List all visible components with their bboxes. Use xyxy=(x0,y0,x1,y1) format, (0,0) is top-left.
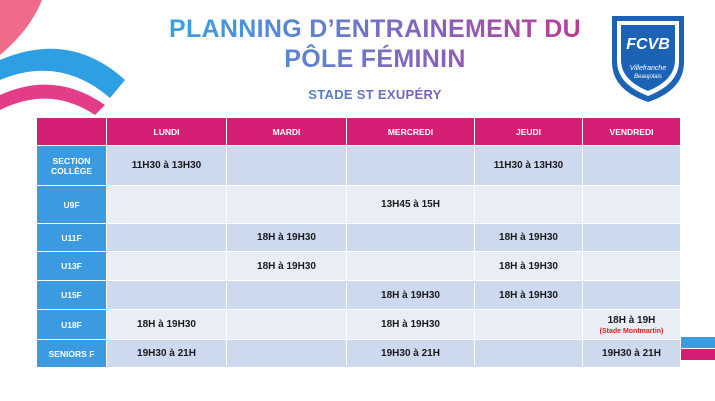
schedule-cell xyxy=(583,252,681,281)
schedule-cell xyxy=(583,186,681,224)
schedule-cell: 18H à 19H30 xyxy=(475,224,583,252)
row-label-line: SECTION xyxy=(52,155,91,166)
title-line-1: PLANNING D’ENTRAINEMENT DU xyxy=(169,15,581,43)
schedule-cell xyxy=(347,224,475,252)
decorative-stripe-right xyxy=(680,337,715,362)
row-label xyxy=(37,146,107,186)
schedule-cell xyxy=(107,186,227,224)
schedule-cell xyxy=(107,252,227,281)
logo-town-line-1: Villefranche xyxy=(629,65,667,72)
schedule-cell xyxy=(475,340,583,368)
table-row xyxy=(37,281,681,310)
schedule-cell xyxy=(227,340,347,368)
row-label: U9F xyxy=(37,186,107,224)
row-label: U18F xyxy=(37,310,107,340)
schedule-cell xyxy=(583,310,681,340)
schedule-cell xyxy=(583,146,681,186)
schedule-cell: 18H à 19H30 xyxy=(227,224,347,252)
stadium-subtitle: STADE ST EXUPÉRY xyxy=(250,87,500,102)
row-label: U15F xyxy=(37,281,107,310)
page-title xyxy=(150,14,600,74)
schedule-cell: 18H à 19H30 xyxy=(107,310,227,340)
decorative-swoosh-left xyxy=(0,0,160,130)
schedule-cell: 18H à 19H30 xyxy=(347,310,475,340)
table-row xyxy=(37,146,681,186)
fcvb-logo xyxy=(608,12,688,104)
table-row xyxy=(37,186,681,224)
schedule-cell xyxy=(227,146,347,186)
schedule-cell xyxy=(475,186,583,224)
schedule-cell: 18H à 19H30 xyxy=(227,252,347,281)
schedule-cell xyxy=(107,224,227,252)
schedule-cell xyxy=(227,281,347,310)
schedule-cell: 19H30 à 21H xyxy=(107,340,227,368)
schedule-cell xyxy=(347,146,475,186)
table-row xyxy=(37,224,681,252)
schedule-cell: 18H à 19H30 xyxy=(475,281,583,310)
schedule-cell xyxy=(227,310,347,340)
schedule-cell: 18H à 19H30 xyxy=(347,281,475,310)
training-schedule-table xyxy=(36,117,681,368)
schedule-cell xyxy=(347,252,475,281)
title-line-2: PÔLE FÉMININ xyxy=(284,45,466,73)
schedule-cell xyxy=(107,281,227,310)
corner-cell xyxy=(37,118,107,146)
schedule-cell-time: 18H à 19H xyxy=(607,314,656,326)
logo-town-line-2: Beaujolais xyxy=(634,74,662,80)
row-label: U11F xyxy=(37,224,107,252)
table-row xyxy=(37,340,681,368)
schedule-cell: 13H45 à 15H xyxy=(347,186,475,224)
day-header: VENDREDI xyxy=(583,118,681,146)
schedule-cell xyxy=(583,224,681,252)
row-label: U13F xyxy=(37,252,107,281)
table-row xyxy=(37,310,681,340)
schedule-cell: 19H30 à 21H xyxy=(347,340,475,368)
schedule-cell: 11H30 à 13H30 xyxy=(475,146,583,186)
day-header: JEUDI xyxy=(475,118,583,146)
location-note: (Stade Montmartin) xyxy=(599,327,664,335)
schedule-cell: 18H à 19H30 xyxy=(475,252,583,281)
schedule-cell xyxy=(475,310,583,340)
day-header: MARDI xyxy=(227,118,347,146)
table-header-row xyxy=(37,118,681,146)
table-row xyxy=(37,252,681,281)
schedule-cell: 19H30 à 21H xyxy=(583,340,681,368)
logo-initials: FCVB xyxy=(626,36,670,53)
schedule-cell xyxy=(227,186,347,224)
schedule-cell: 11H30 à 13H30 xyxy=(107,146,227,186)
row-label-line: COLLÈGE xyxy=(50,165,93,176)
schedule-cell xyxy=(583,281,681,310)
row-label: SENIORS F xyxy=(37,340,107,368)
day-header: LUNDI xyxy=(107,118,227,146)
day-header: MERCREDI xyxy=(347,118,475,146)
